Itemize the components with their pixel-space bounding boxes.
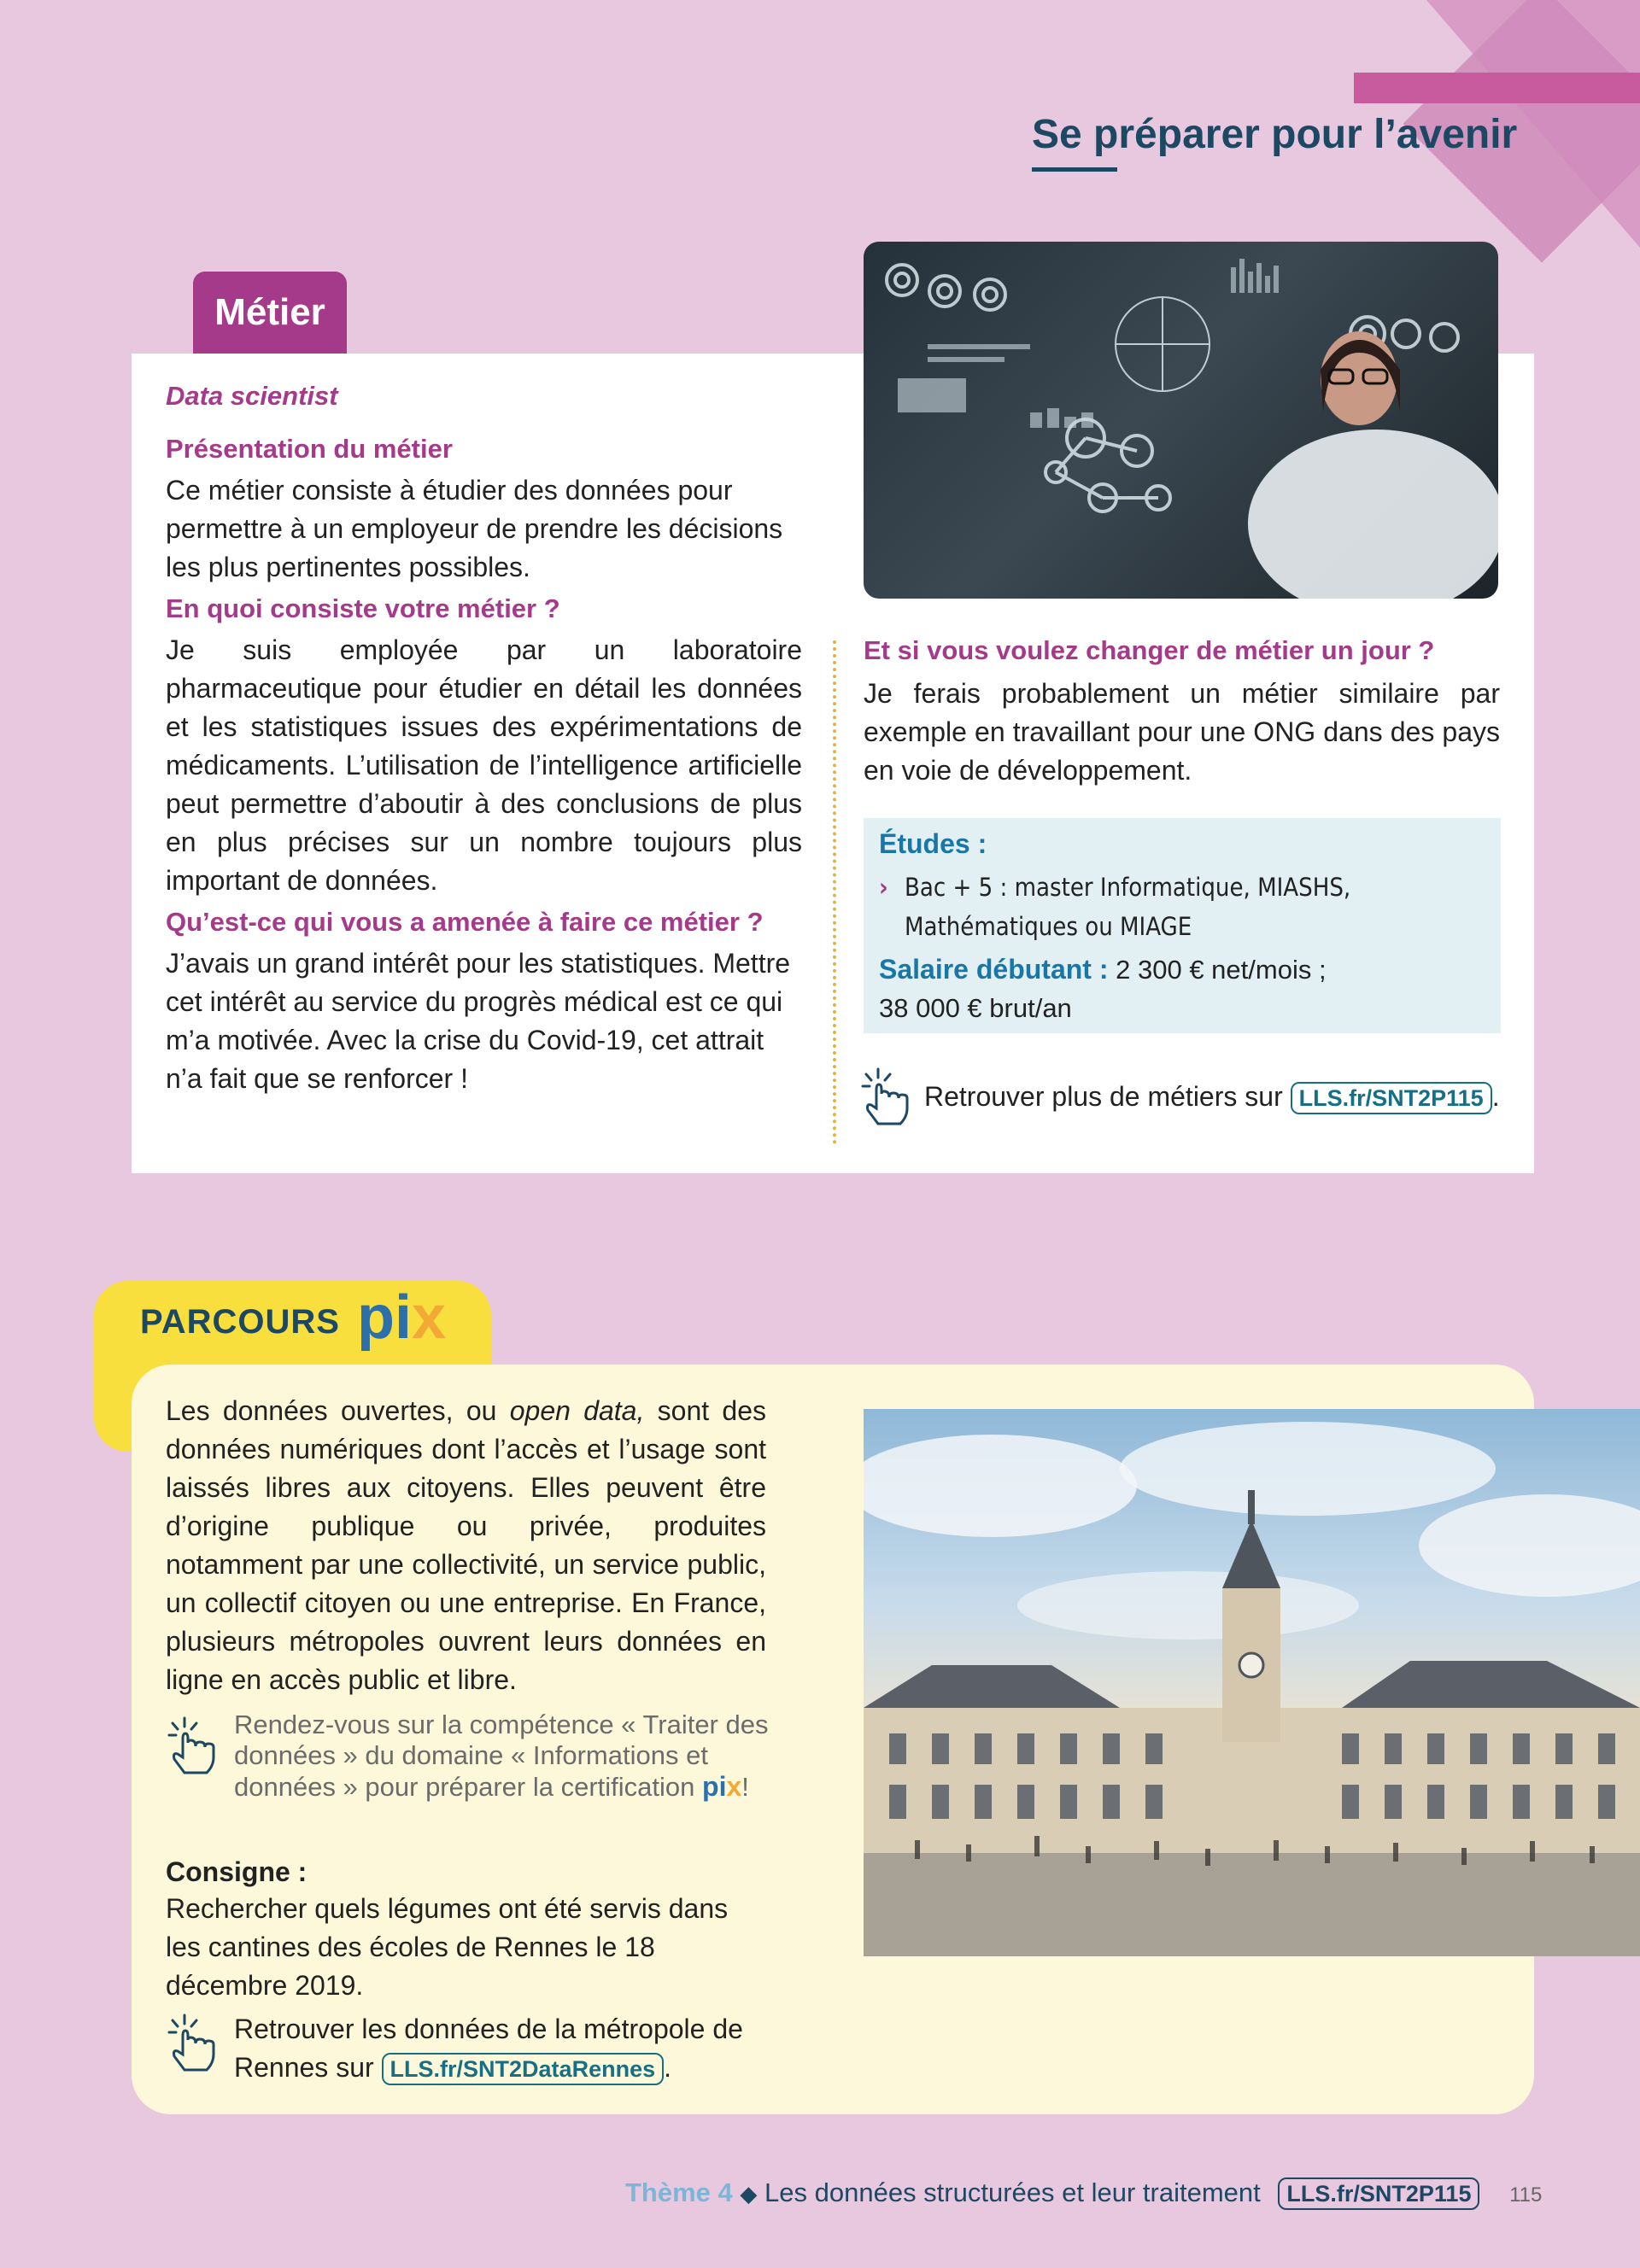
page-number: 115 xyxy=(1509,2183,1543,2207)
data-scientist-photo xyxy=(864,242,1498,599)
rennes-link-text xyxy=(234,2010,772,2087)
pix-intro-part-2: sont des données numériques dont l’accès et l’usage sont laissés libres aux citoyens. Elles peuvent être d’origine publique ou privée, produites notamment par une collectivité, un service public, un collectif citoyen ou une entreprise. En France, plusieurs métropoles ouvrent leurs données en ligne en accès public et libre. xyxy=(166,1395,766,1695)
competence-text-body: Rendez-vous sur la compétence « Traiter des données » du domaine « Informations et données » pour préparer la certification xyxy=(234,1710,769,1802)
question-2-heading: Qu’est-ce qui vous a amenée à faire ce métier ? xyxy=(166,907,764,937)
etudes-box xyxy=(864,818,1501,1033)
metiers-link[interactable]: LLS.fr/SNT2P115 xyxy=(1291,1082,1492,1114)
consigne-block xyxy=(166,1856,766,2005)
footer-theme-label: Thème 4 xyxy=(625,2177,733,2207)
rennes-city-hall-photo xyxy=(864,1409,1640,1956)
pointing-hand-icon xyxy=(166,2012,220,2075)
pointing-hand-icon xyxy=(859,1066,914,1129)
pix-logo-p: p xyxy=(357,1283,395,1352)
metier-left-column xyxy=(166,381,802,1098)
question-1-heading: En quoi consiste votre métier ? xyxy=(166,593,560,623)
pix-mini-logo-i: i xyxy=(718,1771,727,1802)
consigne-label: Consigne : xyxy=(166,1856,308,1887)
pix-mini-logo-p: p xyxy=(702,1771,719,1802)
footer xyxy=(625,2177,1542,2210)
pix-mini-logo xyxy=(702,1771,741,1802)
salaire-label: Salaire débutant : xyxy=(879,954,1109,985)
metiers-link-prefix: Retrouver plus de métiers sur xyxy=(924,1080,1283,1112)
metier-tab: Métier xyxy=(193,272,347,354)
rennes-link-prefix: Retrouver les données de la métropole de Rennes sur xyxy=(234,2014,743,2083)
rennes-link-row xyxy=(166,2010,772,2087)
rennes-link-suffix: . xyxy=(664,2052,671,2083)
metier-right-column xyxy=(864,635,1500,790)
title-underline xyxy=(1032,167,1117,172)
diamond-icon: ◆ xyxy=(740,2181,758,2207)
metiers-link-row xyxy=(859,1066,1500,1129)
column-divider xyxy=(833,640,836,1144)
presentation-text: Ce métier consiste à étudier des données pour permettre à un employeur de prendre les décisions les plus pertinentes possibles. xyxy=(166,475,783,582)
question-2-text: J’avais un grand intérêt pour les statistiques. Mettre cet intérêt au service du progrès médical est ce qui m’a motivée. Avec la crise du Covid-19, cet attrait n’a fait que se renforcer ! xyxy=(166,948,791,1094)
question-1-text: Je suis employée par un laboratoire pharmaceutique pour étudier en détail les données et les statistiques issues des expérimentations de médicaments. L’utilisation de l’intelligence artificielle peut permettre d’aboutir à des conclusions de plus en plus précises sur un nombre toujours plus important de données. xyxy=(166,634,802,896)
question-3-text: Je ferais probablement un métier similaire par exemple en travaillant pour une ONG dans des pays en voie de développement. xyxy=(864,678,1500,786)
salaire-value: 2 300 € net/mois ; xyxy=(1116,955,1327,985)
presentation-heading: Présentation du métier xyxy=(166,434,453,464)
pix-mini-logo-x: x xyxy=(726,1771,742,1802)
pix-logo-i: i xyxy=(394,1283,412,1352)
pix-intro-em: open data, xyxy=(509,1395,645,1426)
page-title: Se préparer pour l’avenir xyxy=(1032,112,1518,157)
parcours-label: PARCOURS xyxy=(140,1303,340,1341)
competence-suffix: ! xyxy=(741,1772,749,1802)
question-3-heading: Et si vous voulez changer de métier un jour ? xyxy=(864,635,1435,665)
pix-logo xyxy=(357,1283,446,1353)
competence-text xyxy=(234,1710,772,1803)
etudes-label: Études : xyxy=(879,828,987,859)
salaire-line xyxy=(879,950,1327,990)
footer-link[interactable]: LLS.fr/SNT2P115 xyxy=(1278,2177,1479,2210)
corner-decoration-bar xyxy=(1354,73,1640,103)
consigne-text: Rechercher quels légumes ont été servis dans les cantines des écoles de Rennes le 18 décembre 2019. xyxy=(166,1893,729,2001)
etudes-item-text: Bac + 5 : master Informatique, MIASHS, Mathématiques ou MIAGE xyxy=(905,873,1351,941)
chevron-right-icon: › xyxy=(879,873,888,902)
job-title: Data scientist xyxy=(166,381,338,411)
competence-row xyxy=(166,1710,772,1803)
pix-logo-x: x xyxy=(412,1283,447,1352)
salaire-value-2: 38 000 € brut/an xyxy=(879,993,1072,1023)
metiers-link-text xyxy=(924,1081,1500,1114)
metiers-link-suffix: . xyxy=(1491,1080,1500,1112)
footer-theme-title: Les données structurées et leur traitement xyxy=(764,2177,1261,2207)
etudes-item xyxy=(879,868,1485,946)
pointing-hand-icon xyxy=(166,1715,220,1778)
pix-intro-part-1: Les données ouvertes, ou xyxy=(166,1395,510,1426)
pix-intro-text xyxy=(166,1392,766,1699)
rennes-link[interactable]: LLS.fr/SNT2DataRennes xyxy=(382,2053,665,2085)
